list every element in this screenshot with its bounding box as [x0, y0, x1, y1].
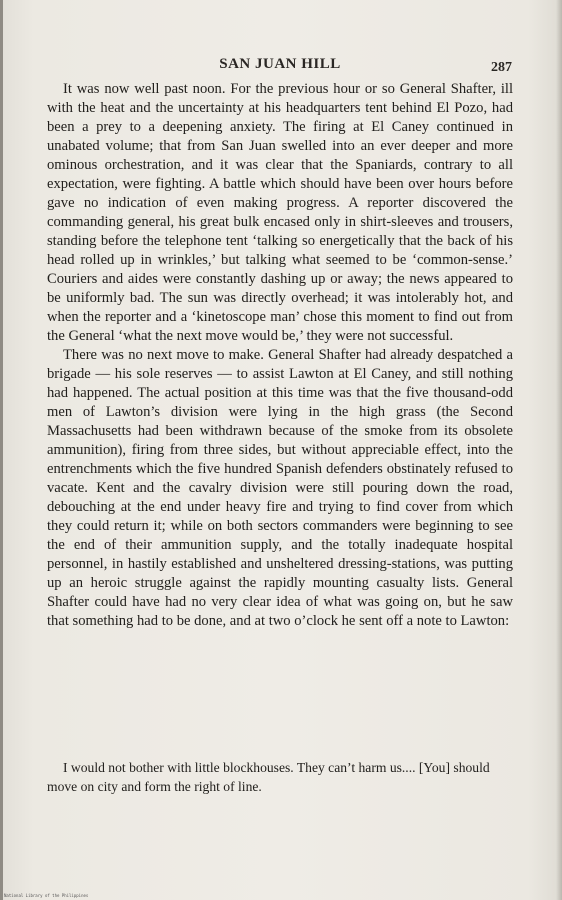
paragraph-2: There was no next move to make. General Shafter had already despatched a brigade — his sole reserves — to assist Lawton at El Caney, and still nothing had happened. The actual position at this time was that the five thousand-odd men of Lawton’s division were lying in the high grass (the Second Massachusetts had been withdrawn because of the smoke from its obsolete ammunition), firing from three sides, but without appreciable effect, into the entrenchments which the five hundred Spanish defenders obstinately refused to vacate. Kent and the cavalry division were still pouring down the road, debouching at the end under heavy fire and trying to find cover from which they could return it; while on both sectors commanders were beginning to see the end of their ammunition supply, and the totally inadequate hospital personnel, in hastily established and unsheltered dressing-stations, was putting up an heroic struggle against the rapidly mounting casualty lists. General Shafter could have had no very clear idea of what was going on, but he saw that something had to be done, and at two o’clock he sent off a note to Lawton: — [47, 347, 513, 629]
running-head: SAN JUAN HILL — [219, 56, 341, 72]
page-number: 287 — [491, 60, 512, 75]
page-spine-edge — [0, 0, 3, 900]
scan-footer-text: National Library of the Philippines — [4, 893, 89, 898]
block-quote: I would not bother with little blockhouses. They can’t harm us.... [You] should move on city and form the right of line. — [47, 760, 490, 794]
body-text — [47, 80, 513, 631]
page-right-edge — [556, 0, 562, 900]
page-header — [48, 56, 512, 78]
paragraph-1: It was now well past noon. For the previous hour or so General Shafter, ill with the heat and the uncertainty at his headquarters tent behind El Pozo, had been a prey to a deepening anxiety. The firing at El Caney continued in unabated volume; that from San Juan swelled into an ever deeper and more ominous orchestration, and it was clear that the Spaniards, contrary to all expectation, were fighting. A battle which should have been over hours before gave no indication of even making progress. A reporter discovered the commanding general, his great bulk encased only in shirt-sleeves and trousers, standing before the telephone tent ‘talking so energetically that the back of his head rolled up in wrinkles,’ but talking what seemed to be ‘common-sense.’ Couriers and aides were constantly dashing up or away; the news appeared to be uniformly bad. The sun was directly overhead; it was intolerably hot, and when the reporter and a ‘kinetoscope man’ chose this moment to find out from the General ‘what the next move would be,’ they were not successful. — [47, 81, 513, 344]
